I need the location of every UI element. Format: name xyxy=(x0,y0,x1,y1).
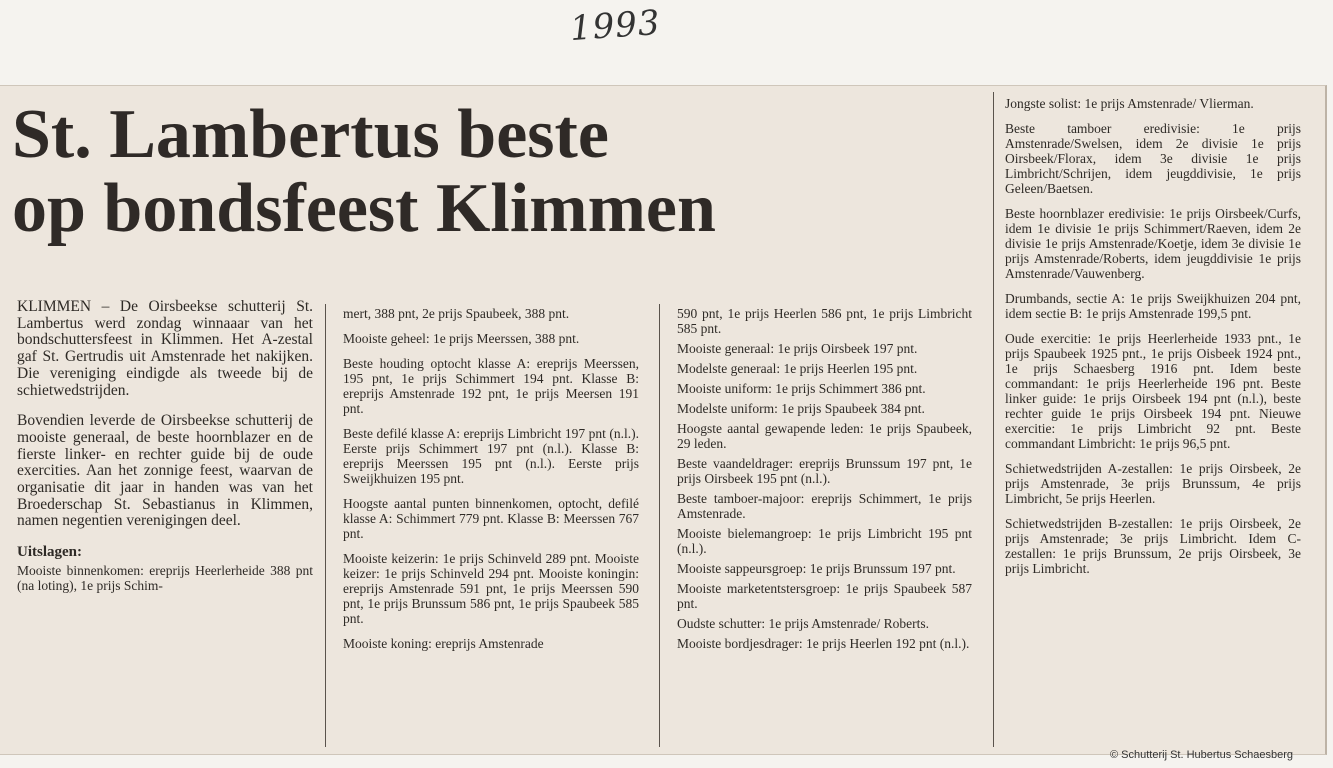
handwritten-year: 1993 xyxy=(568,2,662,50)
headline-line-1: St. Lambertus beste xyxy=(12,96,609,173)
paragraph: Jongste solist: 1e prijs Amstenrade/ Vlierman. xyxy=(1005,96,1254,111)
headline-line-2: op bondsfeest Klimmen xyxy=(12,170,716,247)
paragraph: Mooiste generaal: 1e prijs Oirsbeek 197 pnt. xyxy=(677,341,918,356)
paragraph: Mooiste bielemangroep: 1e prijs Limbricht 195 pnt (n.l.). xyxy=(677,526,972,556)
paragraph: mert, 388 pnt, 2e prijs Spaubeek, 388 pnt. xyxy=(343,306,570,321)
results-subheading: Uitslagen: xyxy=(17,544,82,561)
paragraph: Hoogste aantal gewapende leden: 1e prijs Spaubeek, 29 leden. xyxy=(677,421,972,451)
paragraph: Mooiste keizerin: 1e prijs Schinveld 289 pnt. Mooiste keizer: 1e prijs Schinveld 294 pnt. Mooiste koningin: ereprijs Amstenrade 591 pnt, 1e prijs Meerssen 590 pnt, 1e prijs Brunssum 586 pnt, 1e prijs Spaubeek 585 pnt. xyxy=(343,551,639,626)
paragraph: Hoogste aantal punten binnenkomen, optocht, defilé klasse A: Schimmert 779 pnt. Klasse B: Meerssen 767 pnt. xyxy=(343,496,639,541)
paragraph: Beste houding optocht klasse A: ereprijs Meerssen, 195 pnt, 1e prijs Schimmert 194 pnt. Klasse B: ereprijs Amstenrade 192 pnt, 1e prijs Meersen 191 pnt. xyxy=(343,356,639,416)
paragraph: Mooiste binnenkomen: ereprijs Heerlerheide 388 pnt (na loting), 1e prijs Schim- xyxy=(17,562,313,593)
paragraph: Mooiste bordjesdrager: 1e prijs Heerlen 192 pnt (n.l.). xyxy=(677,636,970,651)
paragraph: 590 pnt, 1e prijs Heerlen 586 pnt, 1e prijs Limbricht 585 pnt. xyxy=(677,306,972,336)
paragraph: Modelste generaal: 1e prijs Heerlen 195 pnt. xyxy=(677,361,918,376)
paragraph: Schietwedstrijden A-zestallen: 1e prijs Oirsbeek, 2e prijs Amstenrade, 3e prijs Brunssum, 4e prijs Limbricht, 5e prijs Heerlen. xyxy=(1005,461,1301,506)
paragraph: Mooiste marketentstersgroep: 1e prijs Spaubeek 587 pnt. xyxy=(677,581,972,611)
paragraph: Oude exercitie: 1e prijs Heerlerheide 1933 pnt., 1e prijs Spaubeek 1925 pnt., 1e prijs Oisbeek 1924 pnt., 1e prijs Schaesberg 1916 pnt. Idem beste commandant: 1e prijs Heerlerheide 196 pnt. Beste linker guide: 1e prijs Oirsbeek 194 pnt (n.l.), beste rechter guide 1e prijs Oirsbeek 194 pnt. Nieuwe exercitie: 1e prijs Limbricht 92 pnt. Beste commandant Limbricht: 1e prijs 96,5 pnt. xyxy=(1005,331,1301,451)
paragraph: Beste hoornblazer eredivisie: 1e prijs Oirsbeek/Curfs, idem 1e divisie 1e prijs Schimmert/Raeven, idem 2e divisie 1e prijs Amstenrade/Koetje, idem 3e divisie 1e prijs Amstenrade/Roberts, idem jeugddivisie 1e prijs Amstenrade/Vauwenberg. xyxy=(1005,206,1301,281)
paragraph: Mooiste uniform: 1e prijs Schimmert 386 pnt. xyxy=(677,381,926,396)
article-column-1 xyxy=(17,299,313,607)
paragraph: Beste defilé klasse A: ereprijs Limbricht 197 pnt (n.l.). Eerste prijs Schimmert 197 pnt (n.l.). Klasse B: ereprijs Meerssen 195 pnt (n.l.). Eerste prijs Sweijkhuizen 195 pnt. xyxy=(343,426,639,486)
column-divider xyxy=(993,92,994,747)
copyright-credit: © Schutterij St. Hubertus Schaesberg xyxy=(1110,749,1293,761)
article-column-4 xyxy=(1005,96,1301,586)
paragraph: Beste tamboer-majoor: ereprijs Schimmert, 1e prijs Amstenrade. xyxy=(677,491,972,521)
paragraph: Drumbands, sectie A: 1e prijs Sweijkhuizen 204 pnt, idem sectie B: 1e prijs Amstenrade 199,5 pnt. xyxy=(1005,291,1301,321)
article-column-3 xyxy=(677,306,972,656)
paragraph: Bovendien leverde de Oirsbeekse schutterij de mooiste generaal, de beste hoornblazer en de fierste linker- en rechter guide bij de oude exercities. Aan het zonnige feest, waarvan de organisatie dit jaar in handen was van het Broederschap St. Sebastianus in Klimmen, namen negentien verenigingen deel. xyxy=(17,412,313,530)
column-divider xyxy=(325,304,326,747)
paragraph: Beste tamboer eredivisie: 1e prijs Amstenrade/Swelsen, idem 2e divisie 1e prijs Oirsbeek/Florax, idem 3e divisie 1e prijs Limbricht/Schrijen, idem jeugddivisie, 1e prijs Geleen/Baetsen. xyxy=(1005,121,1301,196)
paragraph: Modelste uniform: 1e prijs Spaubeek 384 pnt. xyxy=(677,401,925,416)
paragraph: Mooiste geheel: 1e prijs Meerssen, 388 pnt. xyxy=(343,331,580,346)
article-column-2 xyxy=(343,306,639,661)
paragraph: Mooiste koning: ereprijs Amstenrade xyxy=(343,636,544,651)
column-divider xyxy=(659,304,660,747)
headline xyxy=(12,98,987,246)
newspaper-clipping xyxy=(0,85,1327,755)
paragraph: Oudste schutter: 1e prijs Amstenrade/ Roberts. xyxy=(677,616,929,631)
paragraph: Mooiste sappeursgroep: 1e prijs Brunssum 197 pnt. xyxy=(677,561,956,576)
paragraph: Beste vaandeldrager: ereprijs Brunssum 197 pnt, 1e prijs Oirsbeek 195 pnt (n.l.). xyxy=(677,456,972,486)
paragraph: KLIMMEN – De Oirsbeekse schutterij St. Lambertus werd zondag winnaaar van het bondschuttersfeest in Klimmen. Het A-zestal gaf St. Gertrudis uit Amstenrade het nakijken. Die vereniging eindigde als tweede bij de schietwedstrijden. xyxy=(17,298,313,399)
paragraph: Schietwedstrijden B-zestallen: 1e prijs Oirsbeek, 2e prijs Amstenrade; 3e prijs Limbricht. Idem C-zestallen: 1e prijs Brunssum, 2e prijs Oirsbeek, 3e prijs Limbricht. xyxy=(1005,516,1301,576)
